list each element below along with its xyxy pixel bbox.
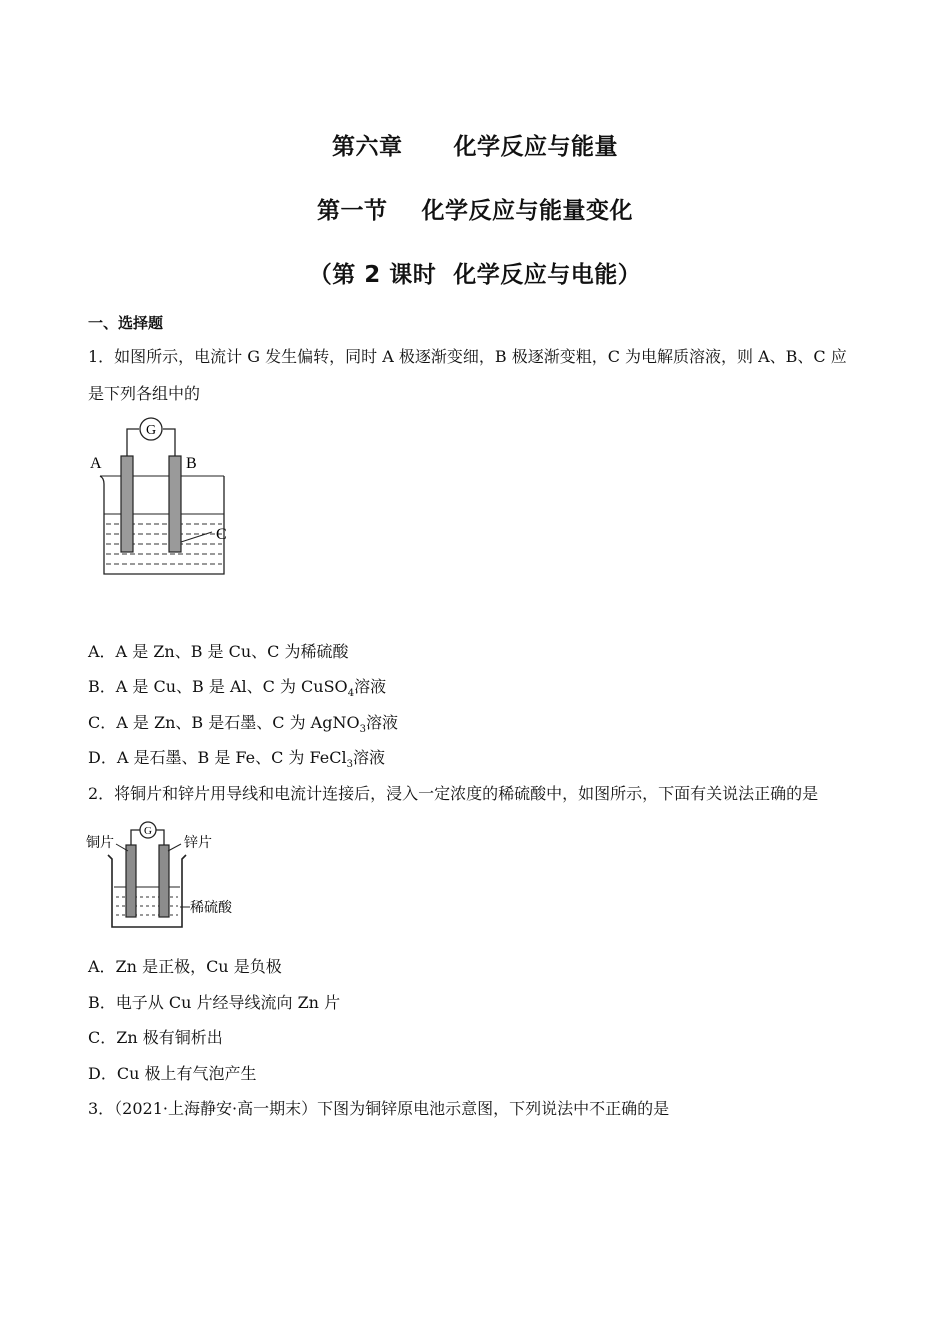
q2-wire-right bbox=[156, 830, 164, 845]
q1-beaker bbox=[100, 476, 224, 574]
q1-option-a: A．A 是 Zn、B 是 Cu、C 为稀硫酸 bbox=[88, 642, 349, 661]
q2-option-a: A．Zn 是正极，Cu 是负极 bbox=[88, 957, 282, 976]
q2-beaker bbox=[108, 855, 186, 927]
q1-figure bbox=[86, 416, 246, 582]
q1-label-c: C bbox=[216, 526, 227, 543]
q1-option-b: B．A 是 Cu、B 是 Al、C 为 CuSO$_4$溶液 bbox=[88, 677, 387, 700]
q3-stem: 3．（2021·上海静安·高一期末）下图为铜锌原电池示意图，下列说法中不正确的是 bbox=[88, 1099, 670, 1118]
q2-option-d: D．Cu 极上有气泡产生 bbox=[88, 1064, 257, 1083]
q1-label-b: B bbox=[186, 455, 197, 472]
section-title: 第一节 化学反应与能量变化 bbox=[316, 198, 634, 224]
lesson-title: （第 2 课时 化学反应与电能） bbox=[308, 262, 642, 288]
q2-label-copper: 铜片 bbox=[86, 836, 114, 851]
q2-option-b: B．电子从 Cu 片经导线流向 Zn 片 bbox=[88, 993, 341, 1012]
q2-electrode-zinc bbox=[159, 845, 169, 917]
q1-electrode-b bbox=[169, 456, 181, 552]
q1-wire-left bbox=[127, 429, 139, 456]
q2-meter-label: G bbox=[144, 825, 152, 837]
q1-option-c: C．A 是 Zn、B 是石墨、C 为 AgNO$_3$溶液 bbox=[88, 713, 398, 736]
q1-electrode-a bbox=[121, 456, 133, 552]
q2-label-zinc-leader bbox=[168, 844, 181, 851]
q2-option-c: C．Zn 极有铜析出 bbox=[88, 1028, 223, 1047]
chapter-title: 第六章 化学反应与能量 bbox=[331, 134, 619, 160]
q2-label-acid: 稀硫酸 bbox=[190, 901, 232, 916]
q1-wire-right bbox=[163, 429, 175, 456]
q2-label-zinc: 锌片 bbox=[184, 836, 212, 851]
q1-stem-line1: 1．如图所示，电流计 G 发生偏转，同时 A 极逐渐变细，B 极逐渐变粗，C 为电解质溶液，则 A、B、C 应 bbox=[88, 347, 847, 366]
q2-wire-left bbox=[131, 830, 140, 845]
q2-electrode-copper bbox=[126, 845, 136, 917]
q2-figure bbox=[86, 817, 246, 935]
q1-label-a: A bbox=[90, 455, 102, 472]
q2-stem: 2．将铜片和锌片用导线和电流计连接后，浸入一定浓度的稀硫酸中，如图所示，下面有关说法正确的是 bbox=[88, 784, 819, 803]
section-heading: 一、选择题 bbox=[88, 314, 164, 332]
q1-meter-label: G bbox=[145, 423, 157, 438]
q1-option-d: D．A 是石墨、B 是 Fe、C 为 FeCl$_3$溶液 bbox=[88, 748, 385, 771]
q1-stem-line2: 是下列各组中的 bbox=[88, 384, 201, 403]
